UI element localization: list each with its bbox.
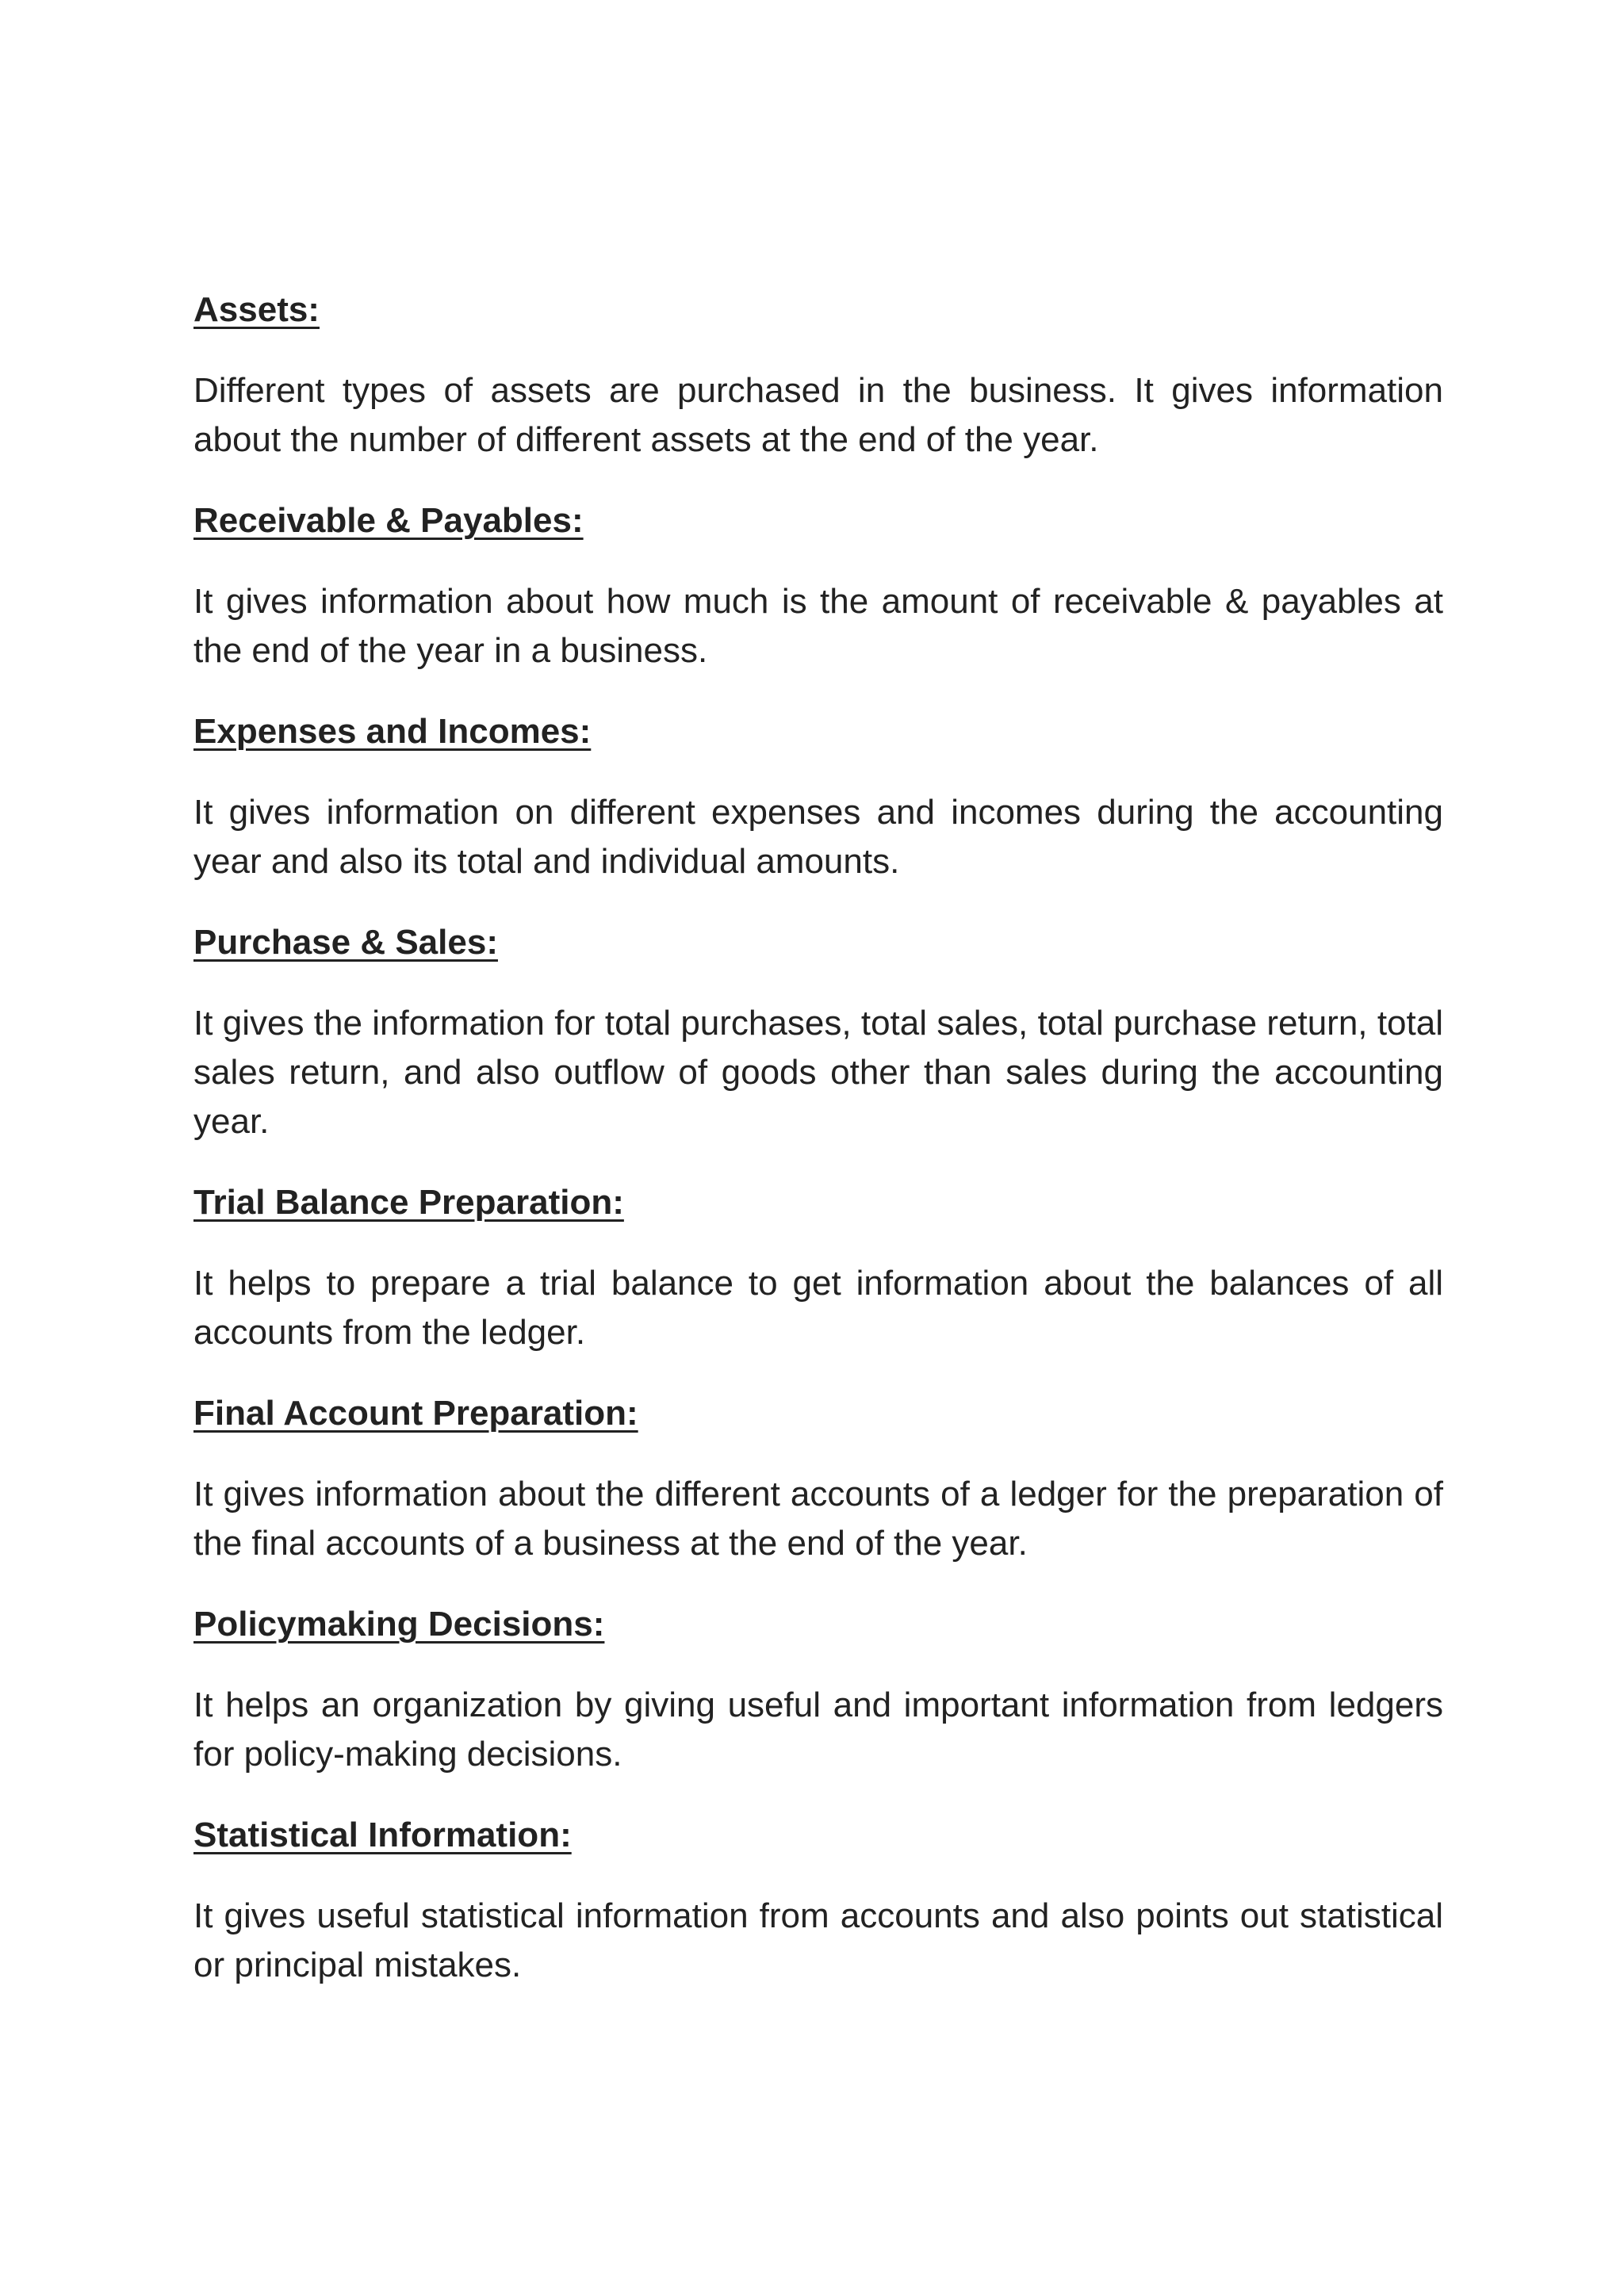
section-heading: Statistical Information: — [193, 1816, 572, 1854]
section-heading: Final Account Preparation: — [193, 1394, 638, 1433]
section-heading: Assets: — [193, 290, 320, 329]
section-purchase-sales — [193, 918, 1443, 1146]
section-heading: Expenses and Incomes: — [193, 712, 592, 751]
section-paragraph: It gives useful statistical information from accounts and also points out statistical or principal mistakes. — [193, 1896, 1443, 1984]
section-expenses-incomes — [193, 707, 1443, 886]
section-final-account — [193, 1389, 1443, 1568]
section-heading: Trial Balance Preparation: — [193, 1183, 624, 1222]
section-paragraph: It gives information about the different accounts of a ledger for the preparation of the final accounts of a business at the end of the year. — [193, 1475, 1443, 1563]
section-heading: Receivable & Payables: — [193, 501, 584, 540]
section-receivable-payables — [193, 496, 1443, 675]
section-paragraph: It gives information on different expenses and incomes during the accounting year and also its total and individual amounts. — [193, 793, 1443, 881]
section-paragraph: It helps to prepare a trial balance to get information about the balances of all accounts from the ledger. — [193, 1264, 1443, 1352]
section-paragraph: It helps an organization by giving useful and important information from ledgers for policy-making decisions. — [193, 1686, 1443, 1774]
section-paragraph: It gives information about how much is the amount of receivable & payables at the end of the year in a business. — [193, 582, 1443, 670]
section-policymaking — [193, 1600, 1443, 1779]
section-statistical — [193, 1811, 1443, 1990]
section-paragraph: It gives the information for total purchases, total sales, total purchase return, total sales return, and also outflow of goods other than sales during the accounting year. — [193, 1004, 1443, 1141]
section-trial-balance — [193, 1178, 1443, 1357]
document-body — [193, 285, 1443, 2022]
section-heading: Policymaking Decisions: — [193, 1605, 605, 1644]
section-heading: Purchase & Sales: — [193, 923, 498, 962]
section-paragraph: Different types of assets are purchased in the business. It gives information about the number of different assets at the end of the year. — [193, 371, 1443, 459]
section-assets — [193, 285, 1443, 465]
